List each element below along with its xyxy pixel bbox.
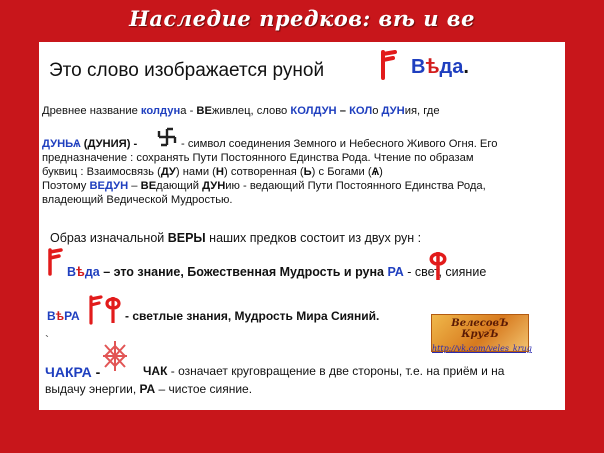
paragraph-vedun-line2: владеющий Ведической Мудростью. xyxy=(42,194,233,206)
veles-krug-stamp: ВелесовЪ КругЪ http://vk.com/veles_krug xyxy=(431,314,529,352)
paragraph-dunya-line3: буквиц : Взаимосвязь (ДУ) нами (Н) сотворенная (Ь) с Богами (Ѧ) xyxy=(42,166,383,178)
paragraph-chak: ЧАК - означает круговращение в две стороны, т.е. на приём и на xyxy=(143,364,505,378)
page-title: Наследие предков: вѣ и ве xyxy=(129,6,475,31)
word-vede: Вѣда. xyxy=(411,56,469,78)
runes-vera-icon xyxy=(85,295,125,325)
paragraph-chak-line2: выдачу энергии, РА – чистое сияние. xyxy=(45,382,253,396)
sentence-text: Это слово изображается руной xyxy=(49,60,325,81)
paragraph-dunya-line1: - символ соединения Земного и Небесного Живого Огня. Его xyxy=(181,138,498,150)
paragraph-koldun: Древнее название колдуна - ВЕживлец, слово КОЛДУН – КОЛо ДУНия, где xyxy=(42,105,440,117)
paragraph-vera: Образ изначальной ВЕРЫ наших предков состоит из двух рун : xyxy=(50,231,422,245)
paragraph-svetlye: - светлые знания, Мудрость Мира Сияний. xyxy=(125,309,380,323)
chakra-symbol-icon xyxy=(99,337,131,377)
mark: ` xyxy=(45,333,49,347)
rune-vede-icon xyxy=(377,50,399,80)
kolovrat-icon xyxy=(155,125,179,149)
paragraph-dunya-line2: предназначение : сохранять Пути Постоянного Единства Рода. Чтение по образам xyxy=(42,152,474,164)
rune-vede-small-icon xyxy=(45,248,65,276)
word-vera: ВѣРА xyxy=(47,309,80,323)
rune-word-sentence xyxy=(49,60,324,82)
rune-ra-icon xyxy=(427,250,449,282)
paragraph-dunya: ДУНЬѦ (ДУНИЯ) - xyxy=(42,138,138,150)
paragraph-vede-ra: Вѣда – это знание, Божественная Мудрость и руна РА - свет, сияние xyxy=(67,265,487,279)
word-chakra: ЧАКРА - xyxy=(45,364,101,380)
content-panel xyxy=(39,42,565,410)
paragraph-vedun: Поэтому ВЕДУН – ВЕдающий ДУНию - ведающий Пути Постоянного Единства Рода, xyxy=(42,180,486,192)
